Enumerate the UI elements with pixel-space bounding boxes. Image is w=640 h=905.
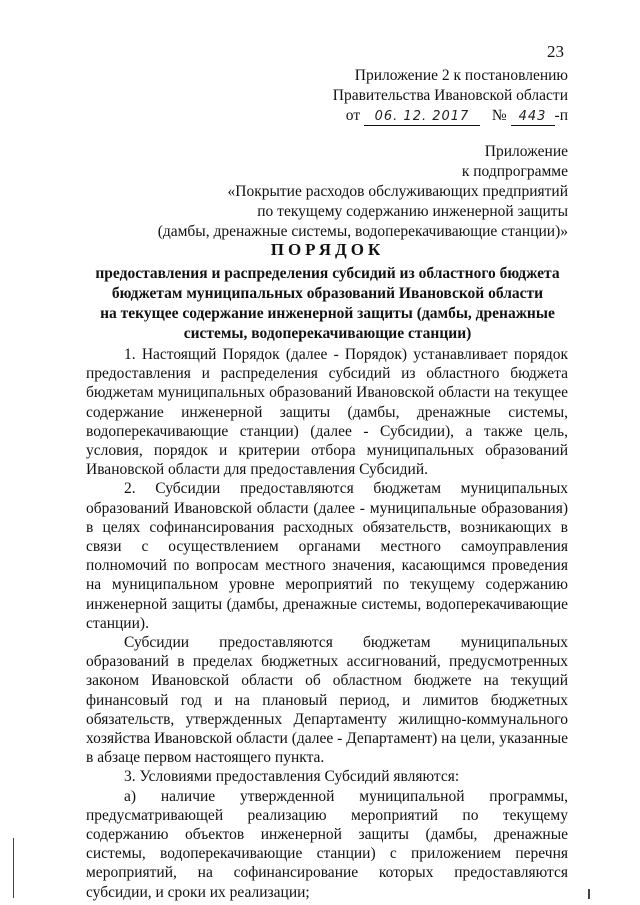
- scan-margin-line: [13, 838, 14, 898]
- document-body: [86, 345, 568, 902]
- paragraph-1: 1. Настоящий Порядок (далее - Порядок) устанавливает порядок предоставления и распределения субсидий из областного бюджета бюджетам муниципальных образований Ивановской области на текущее содержание инженерной защиты (дамбы, дренажные системы, водоперекачивающие станции) (далее - Субсидии), а также цель, условия, порядок и критерии отбора муниципальных образований Ивановской области для предоставления Субсидий.: [86, 346, 568, 479]
- attachment-line-3: «Покрытие расходов обслуживающих предприятий: [227, 183, 568, 200]
- date-label: от: [345, 107, 361, 124]
- title-line-2: бюджетам муниципальных образований Ивановской области: [111, 285, 544, 302]
- handwritten-number: 443: [511, 107, 555, 126]
- title-line-1: предоставления и распределения субсидий из областного бюджета: [95, 265, 560, 282]
- page-number: 23: [547, 42, 564, 61]
- title-heading: ПОРЯДОК: [270, 240, 385, 259]
- number-label: №: [491, 107, 507, 124]
- attachment-line-1: Приложение: [484, 143, 568, 160]
- handwritten-date: 06. 12. 2017: [364, 107, 480, 126]
- title-line-4: системы, водоперекачивающие станции): [183, 325, 472, 342]
- attachment-line-4: по текущему содержанию инженерной защиты: [257, 203, 568, 220]
- attachment-line-2: к подпрограмме: [461, 163, 568, 180]
- number-suffix: -п: [554, 107, 568, 124]
- document-title: [80, 238, 575, 344]
- paragraph-2: 2. Субсидии предоставляются бюджетам муниципальных образований Ивановской области (далее - муниципальные образования) в целях софинансирования расходных обязательств, возникающих в связи с осуществлением органами местного самоуправления полномочий по вопросам местного значения, касающимся проведения на муниципальном уровне мероприятий по текущему содержанию инженерной защиты (дамбы, дренажные системы, водоперекачивающие станции).: [86, 480, 568, 632]
- paragraph-5: а) наличие утвержденной муниципальной программы, предусматривающей реализацию мероприятий по текущему содержанию объектов инженерной защиты (дамбы, дренажные системы, водоперекачивающие станции) с приложением перечня мероприятий, на софинансирование которых предоставляются субсидии, и сроки их реализации;: [86, 787, 568, 901]
- paragraph-3: Субсидии предоставляются бюджетам муниципальных образований в пределах бюджетных ассигнований, предусмотренных законом Ивановской области об областном бюджете на текущий финансовый год и на плановый период, и лимитов бюджетных обязательств, утвержденных Департаменту жилищно-коммунального хозяйства Ивановской области (далее - Департамент) на цели, указанные в абзаце первом настоящего пункта.: [86, 634, 568, 767]
- scan-mark: [588, 889, 590, 899]
- appendix-line-2: Правительства Ивановской области: [332, 87, 568, 104]
- appendix-date-number-line: [346, 106, 568, 126]
- title-line-3: на текущее содержание инженерной защиты (дамбы, дренажные: [100, 305, 555, 322]
- appendix-line-1: Приложение 2 к постановлению: [354, 67, 568, 84]
- attachment-line-5: (дамбы, дренажные системы, водоперекачивающие станции)»: [157, 223, 568, 240]
- paragraph-4: 3. Условиями предоставления Субсидий являются:: [124, 768, 460, 786]
